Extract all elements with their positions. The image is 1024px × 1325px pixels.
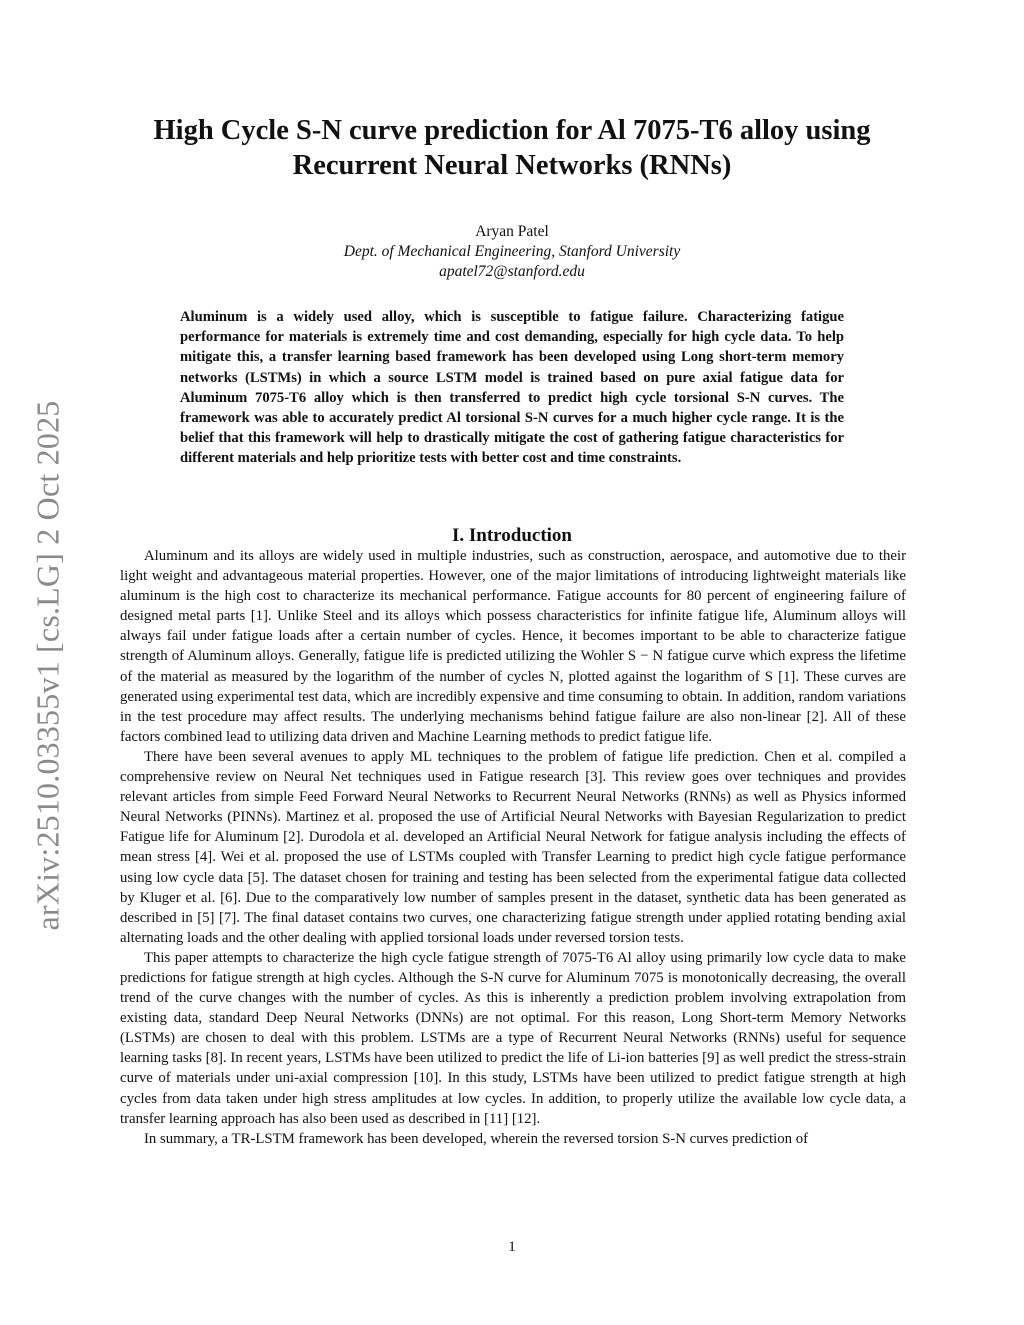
page-number: 1 [508, 1239, 516, 1255]
introduction-paragraph: Aluminum and its alloys are widely used in multiple industries, such as construction, aerospace, and automotive due to their light weight and advantageous material properties. However, one of the major limitations of introducing lightweight materials like aluminum is the high cost to characterize its mechanical performance. Fatigue accounts for 80 percent of engineering failure of designed metal parts [1]. Unlike Steel and its alloys which possess characteristics for infinite fatigue life, Aluminum alloys will always fail under fatigue loads after a certain number of cycles. Hence, it becomes important to be able to characterize fatigue strength of Aluminum alloys. Generally, fatigue life is predicted utilizing the Wohler S − N fatigue curve which express the lifetime of the material as measured by the logarithm of the number of cycles N, plotted against the logarithm of S [1]. These curves are generated using experimental test data, which are incredibly expensive and time consuming to obtain. In addition, random variations in the test procedure may affect results. The underlying mechanisms behind fatigue failure are also non-linear [2]. All of these factors combined lead to utilizing data driven and Machine Learning methods to predict fatigue life. [120, 548, 906, 745]
section-heading-introduction: I. Introduction [451, 525, 572, 546]
introduction-paragraph: In summary, a TR-LSTM framework has been developed, wherein the reversed torsion S-N curves prediction of [144, 1130, 809, 1147]
author-email: apatel72@stanford.edu [439, 263, 585, 280]
introduction-paragraph: This paper attempts to characterize the high cycle fatigue strength of 7075-T6 Al alloy using primarily low cycle data to make predictions for fatigue strength at high cycles. Although the S-N curve for Aluminum 7075 is monotonically decreasing, the overall trend of the curve changes with the number of cycles. As this is inherently a prediction problem involving extrapolation from existing data, standard Deep Neural Networks (DNNs) are not optimal. For this reason, Long Short-term Memory Networks (LSTMs) are chosen to deal with this problem. LSTMs are a type of Recurrent Neural Networks (RNNs) useful for sequence learning tasks [8]. In recent years, LSTMs have been utilized to predict the life of Li-ion batteries [9] as well predict the stress-strain curve of materials under uni-axial compression [10]. In this study, LSTMs have been utilized to predict fatigue strength at high cycles from data taken under high stress amplitudes at low cycles. In addition, to properly utilize the available low cycle data, a transfer learning approach has also been used as described in [11] [12]. [120, 949, 906, 1127]
arxiv-identifier-stamp [22, 380, 74, 950]
abstract: Aluminum is a widely used alloy, which is susceptible to fatigue failure. Characterizing fatigue performance for materials is extremely time and cost demanding, especially for high cycle data. To help mitigate this, a transfer learning based framework has been developed using Long short-term memory networks (LSTMs) in which a source LSTM model is trained based on pure axial fatigue data for Aluminum 7075-T6 alloy which is then transferred to predict high cycle torsional S-N curves. The framework was able to accurately predict Al torsional S-N curves for a much higher cycle range. It is the belief that this framework will help to drastically mitigate the cost of gathering fatigue characteristics for different materials and help prioritize tests with better cost and time constraints. [180, 309, 844, 467]
author-affiliation: Dept. of Mechanical Engineering, Stanford University [343, 243, 681, 260]
author-name: Aryan Patel [475, 223, 549, 240]
paper-title: High Cycle S-N curve prediction for Al 7075-T6 alloy using Recurrent Neural Networks (RNNs) [153, 115, 871, 181]
author-block [120, 222, 904, 282]
arxiv-id-text: arXiv:2510.03355v1 [cs.LG] 2 Oct 2025 [29, 400, 66, 930]
introduction-paragraph: There have been several avenues to apply ML techniques to the problem of fatigue life prediction. Chen et al. compiled a comprehensive review on Neural Net techniques used in Fatigue research [3]. This review goes over techniques and provides relevant articles from simple Feed Forward Neural Networks to Recurrent Neural Networks (RNNs) as well as Physics informed Neural Networks (PINNs). Martinez et al. proposed the use of Artificial Neural Networks with Bayesian Regularization to predict Fatigue life for Aluminum [2]. Durodola et al. developed an Artificial Neural Network for fatigue analysis including the effects of mean stress [4]. Wei et al. proposed the use of LSTMs coupled with Transfer Learning to predict high cycle fatigue performance using low cycle data [5]. The dataset chosen for training and testing has been selected from the experimental fatigue data collected by Kluger et al. [6]. Due to the comparatively low number of samples present in the dataset, synthetic data has been generated as described in [5] [7]. The final dataset contains two curves, one characterizing fatigue strength under applied rotating bending axial alternating loads and the other dealing with applied torsional loads under reversed torsion tests. [120, 748, 906, 946]
introduction-body [120, 546, 906, 1149]
